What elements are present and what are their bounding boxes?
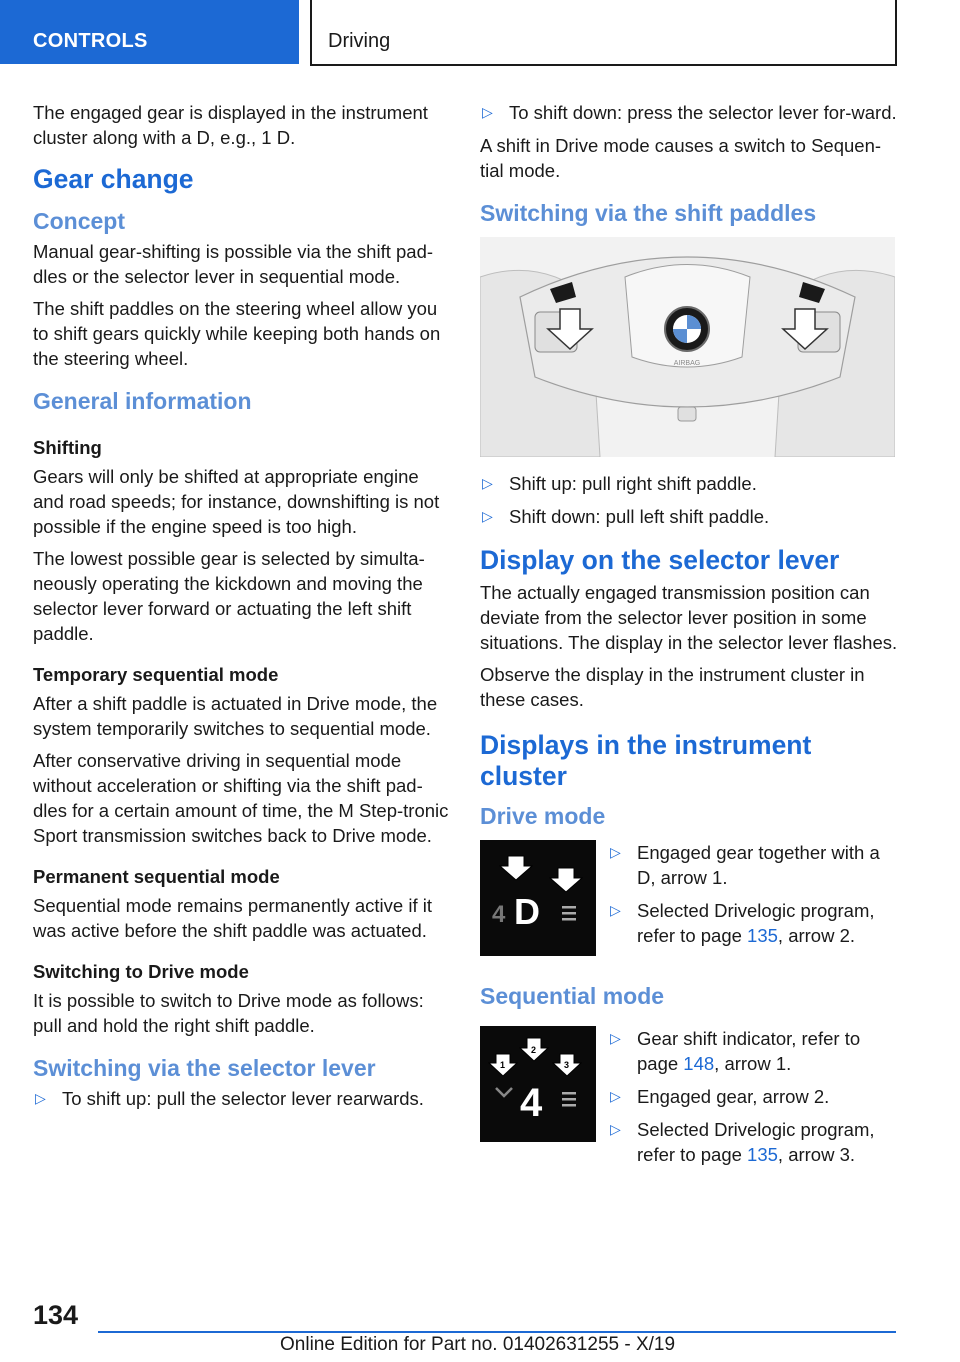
page-link-148[interactable]: 148 bbox=[683, 1053, 715, 1074]
svg-text:2: 2 bbox=[531, 1045, 537, 1055]
seq-bullet-3: ▷ Selected Drivelogic program, refer to page 135, arrow 3. bbox=[610, 1119, 875, 1165]
concept-paragraph-1: Manual gear-shifting is possible via the shift pad-dles or the selector lever in sequential mode. bbox=[33, 241, 434, 287]
bullet-triangle-icon: ▷ bbox=[610, 902, 621, 918]
heading-concept: Concept bbox=[33, 208, 125, 234]
paddle-bullet-2: ▷ Shift down: pull left shift paddle. bbox=[482, 506, 770, 527]
heading-sequential-mode: Sequential mode bbox=[480, 983, 665, 1009]
heading-general-information: General information bbox=[33, 388, 252, 414]
lever-paragraph-1: The actually engaged transmission position can deviate from the selector lever position in some situations. The display in the selector lever flashes. bbox=[480, 582, 898, 653]
svg-text:3: 3 bbox=[564, 1060, 570, 1070]
shifting-paragraph-2: The lowest possible gear is selected by simulta-neously operating the kickdown and moving the selector lever forward or actuating the left shift paddle. bbox=[33, 548, 425, 644]
heading-drive-mode: Drive mode bbox=[480, 803, 606, 829]
section-title: CONTROLS bbox=[33, 30, 148, 52]
concept-paragraph-2: The shift paddles on the steering wheel allow you to shift gears quickly while keeping both hands on the steering wheel. bbox=[33, 298, 441, 369]
svg-text:1: 1 bbox=[500, 1060, 506, 1070]
heading-shifting: Shifting bbox=[33, 437, 102, 458]
bullet-triangle-icon: ▷ bbox=[482, 508, 493, 524]
heading-selector-lever: Switching via the selector lever bbox=[33, 1055, 376, 1081]
chapter-title: Driving bbox=[328, 30, 391, 52]
heading-displays-cluster: Displays in the instrument cluster bbox=[480, 730, 812, 791]
svg-text:4: 4 bbox=[520, 1081, 543, 1125]
left-column bbox=[33, 100, 451, 1119]
seq-bullet-1: ▷ Gear shift indicator, refer to page 148, arrow 1. bbox=[610, 1028, 861, 1074]
temporary-paragraph-1: After a shift paddle is actuated in Drive mode, the system temporarily switches to sequential mode. bbox=[33, 693, 438, 739]
selector-bullet-2: ▷ To shift down: press the selector lever for-ward. bbox=[482, 102, 897, 123]
sequential-mode-display bbox=[480, 1026, 596, 1142]
page-number: 134 bbox=[33, 1300, 79, 1330]
edition-footer: Online Edition for Part no. 01402631255 - X/19 bbox=[280, 1334, 676, 1355]
drive-mode-display bbox=[480, 840, 596, 956]
page-link-135[interactable]: 135 bbox=[747, 925, 778, 946]
switching-drive-paragraph: It is possible to switch to Drive mode as follows: pull and hold the right shift paddle. bbox=[33, 990, 424, 1036]
drive-mode-list bbox=[608, 840, 898, 956]
permanent-paragraph: Sequential mode remains permanently active if it was active before the shift paddle was actuated. bbox=[33, 895, 432, 941]
paddle-bullet-1: ▷ Shift up: pull right shift paddle. bbox=[482, 473, 757, 494]
bullet-triangle-icon: ▷ bbox=[482, 104, 493, 120]
shifting-paragraph-1: Gears will only be shifted at appropriate engine and road speeds; for instance, downshifting is not possible if the engine speed is too high. bbox=[33, 466, 440, 537]
section-tab bbox=[0, 0, 299, 64]
bullet-triangle-icon: ▷ bbox=[610, 1030, 621, 1046]
bullet-triangle-icon: ▷ bbox=[35, 1090, 46, 1106]
chapter-tab bbox=[310, 0, 897, 66]
footer-divider bbox=[98, 1331, 896, 1333]
sequential-mode-row bbox=[480, 1026, 898, 1175]
temporary-paragraph-2: After conservative driving in sequential mode without acceleration or shifting via the shift pad-dles for a certain amount of time, the M Step-tronic Sport transmission switches back to Drive mode. bbox=[33, 750, 449, 846]
drive-mode-paragraph: A shift in Drive mode causes a switch to Sequen-tial mode. bbox=[480, 135, 882, 181]
svg-text:4: 4 bbox=[492, 901, 506, 928]
drive-mode-row bbox=[480, 840, 898, 956]
steering-wheel-illustration bbox=[480, 237, 895, 457]
selector-bullet-1: ▷ To shift up: pull the selector lever rearwards. bbox=[35, 1088, 424, 1109]
sequential-mode-list bbox=[608, 1026, 898, 1175]
drive-bullet-2: ▷ Selected Drivelogic program, refer to page 135, arrow 2. bbox=[610, 900, 875, 946]
lever-paragraph-2: Observe the display in the instrument cluster in these cases. bbox=[480, 664, 865, 710]
svg-text:D: D bbox=[514, 891, 540, 932]
drive-bullet-1: ▷ Engaged gear together with a D, arrow 1. bbox=[610, 842, 880, 888]
bullet-triangle-icon: ▷ bbox=[610, 844, 621, 860]
page-link-135[interactable]: 135 bbox=[747, 1144, 778, 1165]
intro-paragraph: The engaged gear is displayed in the instrument cluster along with a D, e.g., 1 D. bbox=[33, 102, 428, 148]
airbag-badge: AIRBAG bbox=[673, 360, 701, 367]
heading-switching-drive: Switching to Drive mode bbox=[33, 961, 249, 982]
right-column bbox=[480, 100, 898, 1175]
heading-display-selector-lever: Display on the selector lever bbox=[480, 545, 840, 575]
heading-temporary-sequential: Temporary sequential mode bbox=[33, 664, 279, 685]
seq-bullet-2: ▷ Engaged gear, arrow 2. bbox=[610, 1086, 830, 1107]
heading-shift-paddles: Switching via the shift paddles bbox=[480, 200, 817, 226]
heading-permanent-sequential: Permanent sequential mode bbox=[33, 866, 280, 887]
bullet-triangle-icon: ▷ bbox=[482, 475, 493, 491]
bullet-triangle-icon: ▷ bbox=[610, 1088, 621, 1104]
bullet-triangle-icon: ▷ bbox=[610, 1121, 621, 1137]
heading-gear-change: Gear change bbox=[33, 164, 194, 194]
